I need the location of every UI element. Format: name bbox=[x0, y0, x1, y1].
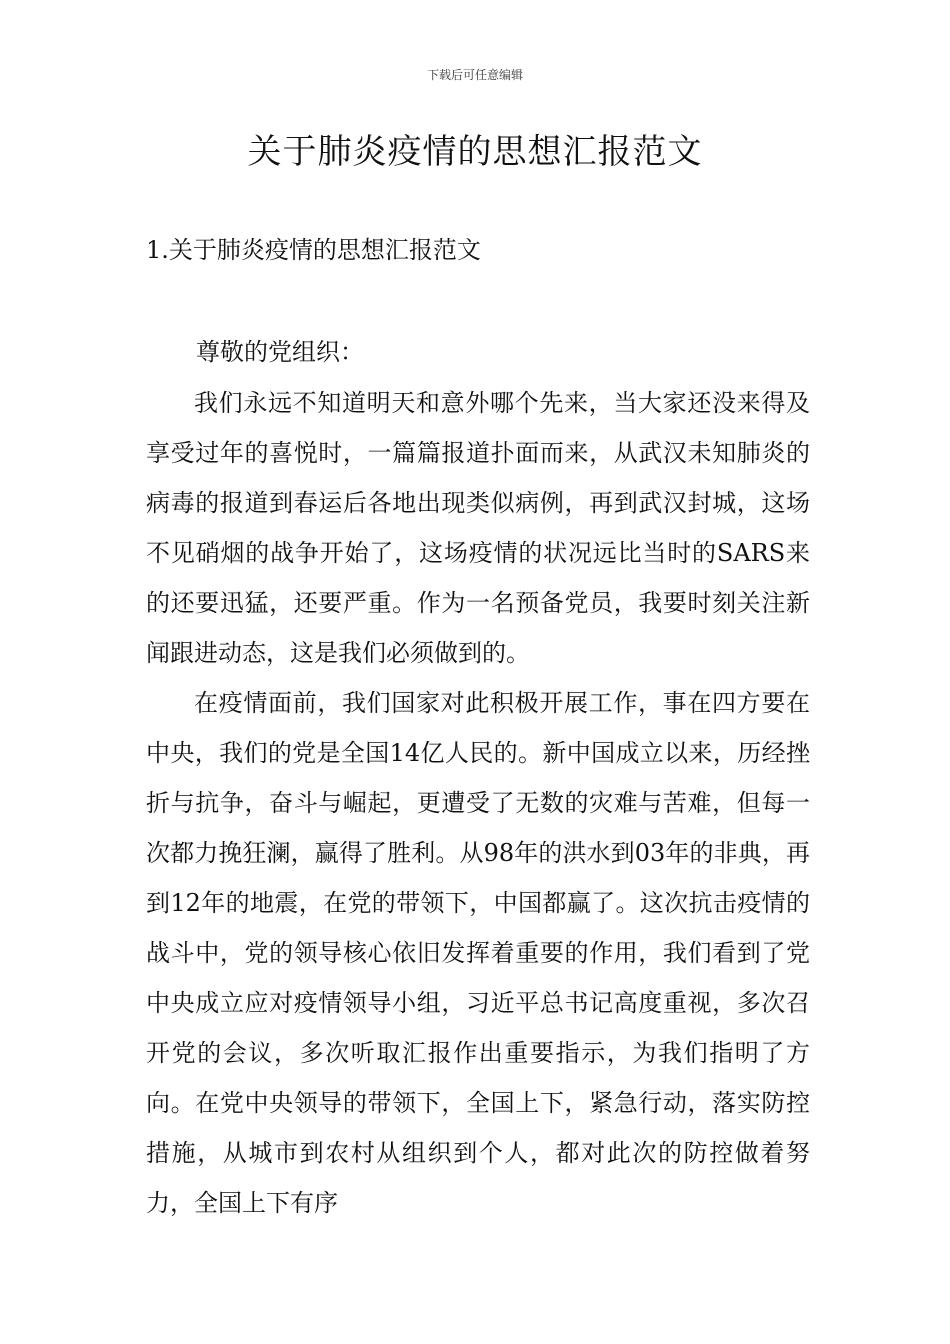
section-heading: 1.关于肺炎疫情的思想汇报范文 bbox=[146, 236, 481, 264]
salutation: 尊敬的党组织： bbox=[196, 338, 364, 366]
paragraph-1: 我们永远不知道明天和意外哪个先来，当大家还没来得及享受过年的喜悦时，一篇篇报道扑面而来，从武汉未知肺炎的病毒的报道到春运后各地出现类似病例，再到武汉封城，这场不见硝烟的战争开始了，这场疫情的状况远比当时的SARS来的还要迅猛，还要严重。作为一名预备党员，我要时刻关注新闻跟进动态，这是我们必须做到的。 bbox=[146, 389, 810, 667]
body-text bbox=[146, 378, 810, 1228]
paragraph-2: 在疫情面前，我们国家对此积极开展工作，事在四方要在中央，我们的党是全国14亿人民的。新中国成立以来，历经挫折与抗争，奋斗与崛起，更遭受了无数的灾难与苦难，但每一次都力挽狂澜，赢得了胜利。从98年的洪水到03年的非典，再到12年的地震，在党的带领下，中国都赢了。这次抗击疫情的战斗中，党的领导核心依旧发挥着重要的作用，我们看到了党中央成立应对疫情领导小组，习近平总书记高度重视，多次召开党的会议，多次听取汇报作出重要指示，为我们指明了方向。在党中央领导的带领下，全国上下，紧急行动，落实防控措施，从城市到农村从组织到个人，都对此次的防控做着努力，全国上下有序 bbox=[146, 689, 810, 1217]
document-title: 关于肺炎疫情的思想汇报范文 bbox=[247, 132, 703, 172]
header-note: 下载后可任意编辑 bbox=[426, 68, 523, 82]
